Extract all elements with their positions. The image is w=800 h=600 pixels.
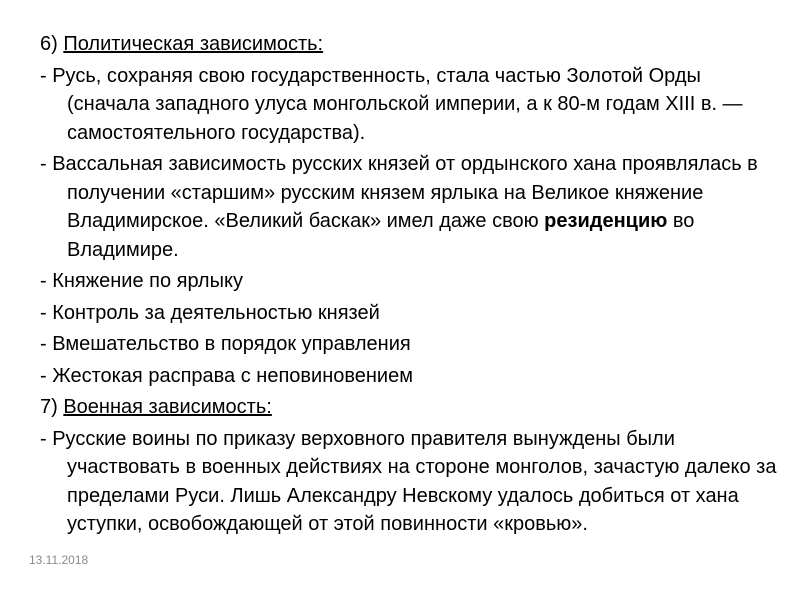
section-heading-political	[40, 30, 780, 59]
section-number: 6)	[40, 33, 64, 55]
list-item: - Жестокая расправа с неповиновением	[40, 364, 413, 387]
section-title: Политическая зависимость:	[63, 33, 324, 55]
slide-date: 13.11.2018	[29, 553, 89, 567]
paragraph-text: - Вассальная зависимость русских князей от ордынского хана проявлялась в получении «старшим» русским князем ярлыка на Великое княжение Владимирское. «Великий баскак» имел даже свою	[40, 153, 758, 232]
paragraph-rus-state: - Русь, сохраняя свою государственность, стала частью Золотой Орды (сначала западного улуса монгольской империи, а к 80-м годам XIII в. — самостоятельного государства).	[40, 64, 743, 144]
paragraph-military: - Русские воины по приказу верховного правителя вынуждены были участвовать в военных действиях на стороне монголов, зачастую далеко за пределами Руси. Лишь Александру Невскому удалось добиться от хана уступки, освобождающей от этой повинности «кровью».	[40, 427, 777, 535]
list-item: - Вмешательство в порядок управления	[40, 333, 411, 355]
section-heading-military	[40, 393, 780, 422]
section-number: 7)	[40, 396, 64, 418]
section-title: Военная зависимость:	[63, 396, 272, 418]
slide-content	[40, 30, 780, 539]
bold-term: резиденцию	[544, 210, 668, 232]
list-item: - Княжение по ярлыку	[40, 270, 243, 292]
paragraph-vassal	[40, 150, 780, 264]
list-item: - Контроль за деятельностью князей	[40, 301, 380, 324]
paragraph-text-end: во Владимире.	[67, 210, 695, 261]
